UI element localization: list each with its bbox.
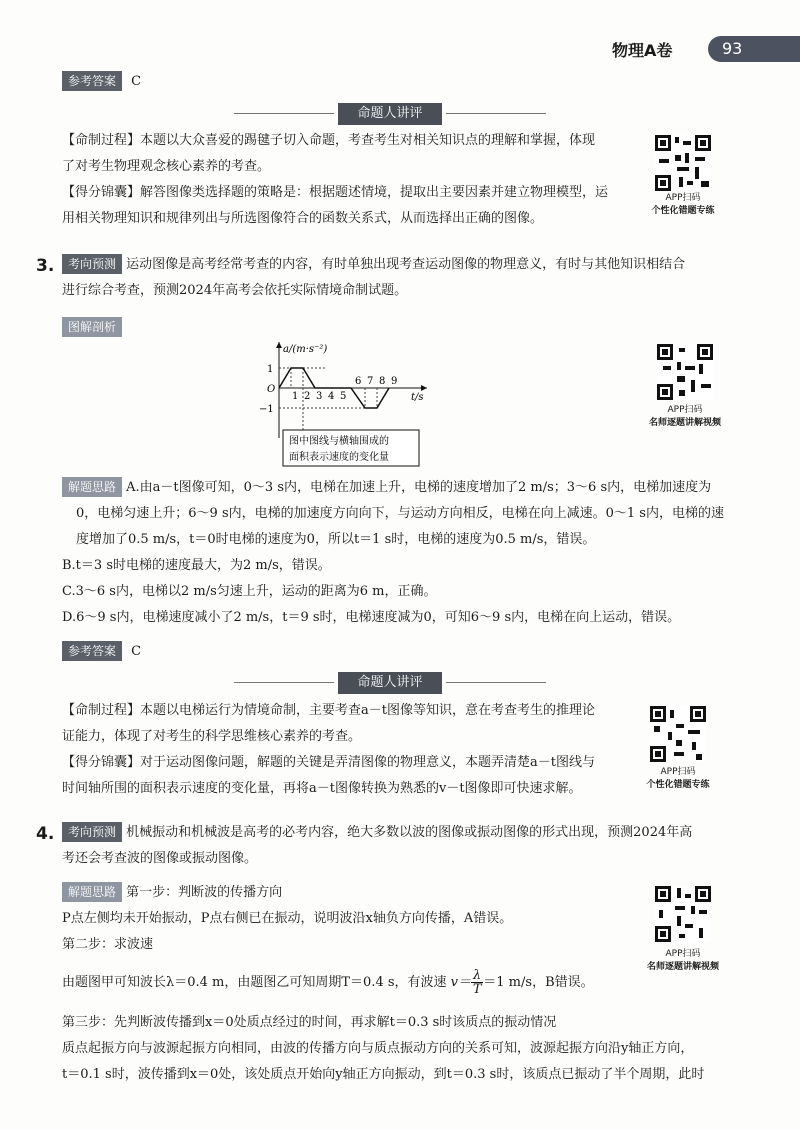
graph-origin: O — [267, 384, 276, 395]
commentary-line: 了对考生物理观念核心素养的考查。 — [62, 159, 271, 174]
commentary-line: 【命制过程】本题以电梯运行为情境命制，主要考查a－t图像等知识，意在考查考生的推理论 — [62, 703, 595, 718]
answer-value: C — [131, 644, 142, 659]
solution-line: 度增加了0.5 m/s，t＝0时电梯的速度为0，所以t＝1 s时，电梯的速度为0.5 m/s，错误。 — [76, 532, 596, 547]
a-t-graph — [255, 338, 435, 468]
graph-tick: 3 — [316, 391, 323, 402]
graph-tick: 5 — [340, 391, 347, 402]
solution-text: 由题图甲可知波长λ＝0.4 m，由题图乙可知周期T＝0.4 s，有波速 — [62, 975, 447, 990]
wave-speed-line — [62, 968, 594, 998]
solution-line: C.3～6 s内，电梯以2 m/s匀速上升，运动的距离为6 m，正确。 — [62, 584, 437, 599]
solution-line: D.6～9 s内，电梯速度减小了2 m/s，t＝9 s时，电梯速度减为0，可知6～9 s内，电梯在向上运动，错误。 — [62, 610, 681, 625]
page-number-tab — [708, 36, 800, 62]
answer-value: C — [131, 74, 142, 89]
step-title: 第三步：先判断波传播到x＝0处质点经过的时间，再求解t＝0.3 s时该质点的振动情况 — [62, 1015, 557, 1030]
commentary-3 — [62, 698, 642, 802]
forecast-line: 进行综合考查，预测2024年高考会依托实际情境命制试题。 — [62, 283, 408, 298]
step-title: 第二步：求波速 — [62, 937, 154, 952]
forecast-tag: 考向预测 — [62, 254, 122, 274]
graph-ylabel: a/(m·s⁻²) — [283, 344, 328, 355]
qr-caption — [623, 766, 733, 792]
qr-caption — [630, 404, 740, 430]
formula-v: v＝ — [450, 975, 472, 990]
qr-caption-line: 名师逐题讲解视频 — [648, 418, 721, 428]
qr-caption-line: 名师逐题讲解视频 — [646, 962, 719, 972]
qr-code-icon[interactable] — [655, 135, 711, 191]
step-title: 第一步：判断波的传播方向 — [126, 885, 283, 900]
qr-caption — [628, 192, 738, 218]
forecast-tag: 考向预测 — [62, 822, 122, 842]
page-number: 93 — [722, 39, 743, 58]
graph-tick: 9 — [391, 376, 398, 387]
graph-tick: 8 — [379, 376, 386, 387]
commentary-line: 【得分锦囊】对于运动图像问题，解题的关键是弄清图像的物理意义，本题弄清楚a－t图线与 — [62, 755, 595, 770]
forecast-4 — [62, 820, 762, 872]
qr-caption-line: 个性化错题专练 — [646, 780, 710, 790]
graph-note: 面积表示速度的变化量 — [289, 452, 389, 463]
header-subject: 物理A卷 — [612, 41, 673, 60]
qr-caption-line: APP扫码 — [665, 193, 701, 203]
question-number: 3. — [36, 256, 55, 276]
question-number: 4. — [36, 824, 55, 844]
solution-4-top — [62, 880, 632, 958]
commentary-banner: 命题人讲评 — [338, 672, 442, 694]
answer-tag: 参考答案 — [62, 71, 122, 91]
solution-line: B.t＝3 s时电梯的速度最大，为2 m/s，错误。 — [62, 558, 331, 573]
think-tag: 解题思路 — [62, 477, 122, 497]
solution-line: A.由a－t图像可知，0～3 s内，电梯在加速上升，电梯的速度增加了2 m/s；3～6 s内，电梯加速度为 — [126, 480, 712, 495]
commentary-line: 用相关物理知识和规律列出与所选图像符合的函数关系式，从而选择出正确的图像。 — [62, 211, 544, 226]
fraction-numerator: λ — [473, 968, 482, 983]
graph-tick: 2 — [304, 391, 311, 402]
answer-row-3 — [62, 640, 141, 661]
graph-note: 图中图线与横轴围成的 — [289, 436, 389, 447]
solution-line: t＝0.1 s时，波传播到x＝0处，该处质点开始向y轴正方向振动，到t＝0.3 s时，该质点已振动了半个周期，此时 — [62, 1067, 705, 1082]
graph-tick: 4 — [328, 391, 335, 402]
qr-code-icon[interactable] — [650, 706, 706, 762]
qr-code-icon[interactable] — [657, 344, 713, 400]
qr-caption-line: APP扫码 — [667, 405, 703, 415]
solution-4-bottom — [62, 1010, 782, 1088]
qr-caption-line: 个性化错题专练 — [651, 206, 715, 216]
fraction — [471, 969, 483, 996]
solution-text: ＝1 m/s，B错误。 — [483, 975, 594, 990]
forecast-line: 机械振动和机械波是高考的必考内容，绝大多数以波的图像或振动图像的形式出现，预测2024年高 — [126, 825, 693, 840]
solution-line: 质点起振方向与波源起振方向相同，由波的传播方向与质点振动方向的关系可知，波源起振方向沿y轴正方向， — [62, 1041, 694, 1056]
graph-ym1: −1 — [259, 404, 274, 415]
graph-tick: 7 — [367, 376, 374, 387]
page-header — [600, 36, 800, 62]
solution-3 — [62, 475, 762, 631]
qr-code-icon[interactable] — [655, 886, 711, 942]
graph-tick: 1 — [292, 391, 299, 402]
commentary-banner: 命题人讲评 — [338, 103, 442, 125]
solution-line: 0，电梯匀速上升；6～9 s内，电梯的加速度方向向下，与运动方向相反，电梯在向上减速。0～1 s内，电梯的速 — [76, 506, 724, 521]
answer-row-1 — [62, 70, 141, 91]
commentary-line: 【命制过程】本题以大众喜爱的踢毽子切入命题，考查考生对相关知识点的理解和掌握，体现 — [62, 133, 596, 148]
solution-line: P点左侧均未开始振动，P点右侧已在振动，说明波沿x轴负方向传播，A错误。 — [62, 911, 513, 926]
graph-tick: 6 — [355, 376, 362, 387]
commentary-1 — [62, 128, 642, 232]
fraction-denominator: T — [472, 982, 482, 997]
graph-tag: 图解剖析 — [62, 317, 122, 337]
answer-tag: 参考答案 — [62, 641, 122, 661]
forecast-line: 考还会考查波的图像或振动图像。 — [62, 851, 258, 866]
forecast-3 — [62, 252, 762, 304]
graph-xlabel: t/s — [411, 392, 424, 403]
qr-caption — [628, 948, 738, 974]
qr-caption-line: APP扫码 — [660, 767, 696, 777]
think-tag: 解题思路 — [62, 882, 122, 902]
graph-y1: 1 — [267, 364, 274, 375]
qr-caption-line: APP扫码 — [665, 949, 701, 959]
commentary-line: 时间轴所围的面积表示速度的变化量，再将a－t图像转换为熟悉的v－t图像即可快速求解。 — [62, 781, 582, 796]
forecast-line: 运动图像是高考经常考查的内容，有时单独出现考查运动图像的物理意义，有时与其他知识相结合 — [126, 257, 686, 272]
commentary-line: 证能力，体现了对考生的科学思维核心素养的考查。 — [62, 729, 362, 744]
commentary-line: 【得分锦囊】解答图像类选择题的策略是：根据题述情境，提取出主要因素并建立物理模型，运 — [62, 185, 609, 200]
